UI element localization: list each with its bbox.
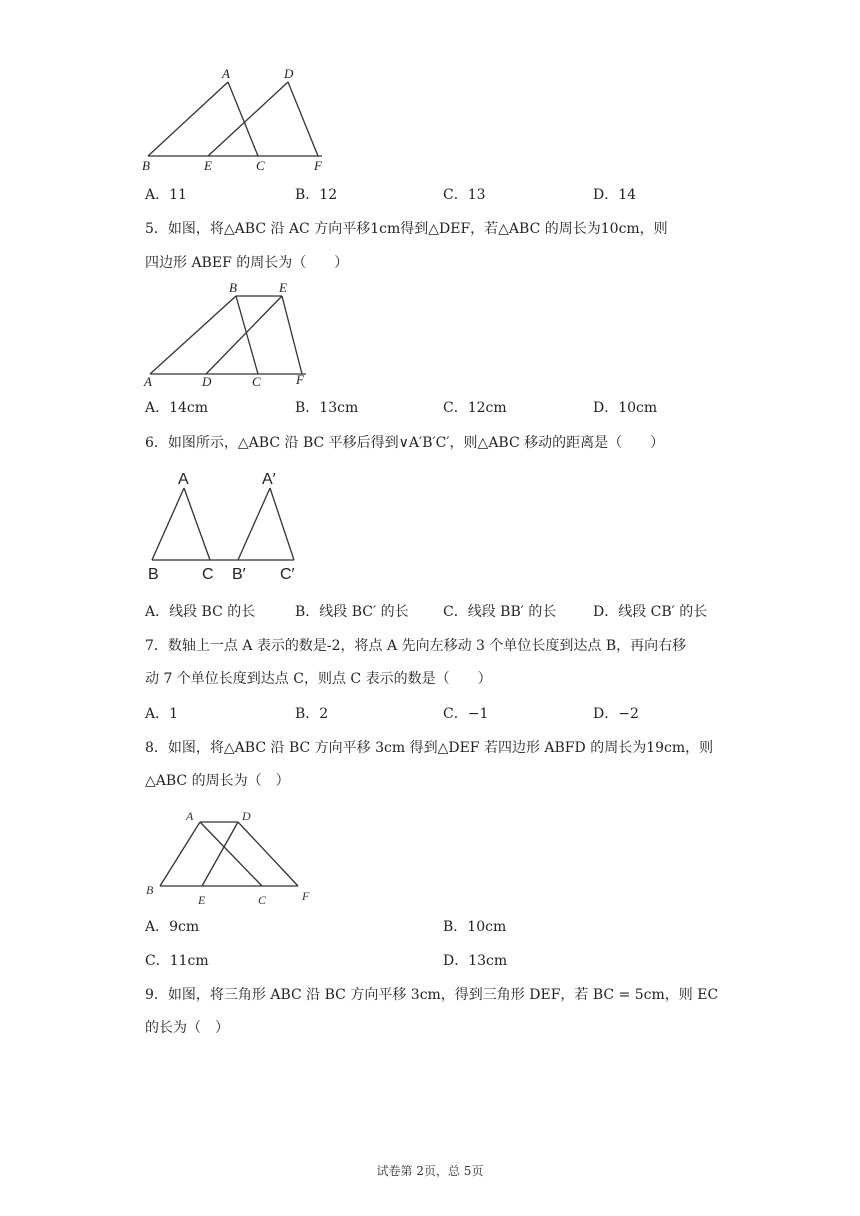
line-ED bbox=[208, 82, 288, 156]
label-C: C bbox=[256, 158, 265, 173]
line-B2A2 bbox=[238, 488, 270, 560]
q5-option-d[interactable]: D．10cm bbox=[593, 400, 658, 416]
label-C: C bbox=[202, 566, 214, 583]
q4-option-a[interactable]: A．11 bbox=[145, 187, 187, 203]
q6-option-d[interactable]: D．线段 CB′ 的长 bbox=[593, 604, 708, 620]
q4-option-c[interactable]: C．13 bbox=[443, 187, 486, 203]
q5-option-b[interactable]: B．13cm bbox=[295, 400, 359, 416]
label-D: D bbox=[284, 66, 294, 81]
q5-option-a[interactable]: A．14cm bbox=[145, 400, 209, 416]
label-D: D bbox=[202, 374, 212, 389]
label-C: C bbox=[252, 374, 261, 389]
figure-q5 bbox=[140, 278, 330, 390]
line-AC bbox=[200, 822, 262, 886]
q4-option-b[interactable]: B．12 bbox=[295, 187, 338, 203]
q7-option-c[interactable]: C．−1 bbox=[443, 706, 489, 722]
label-B: B bbox=[146, 883, 154, 897]
q8-option-c[interactable]: C．11cm bbox=[145, 953, 209, 969]
q6-text: 6．如图所示，△ABC 沿 BC 平移后得到∨A′B′C′，则△ABC 移动的距离是（ ） bbox=[145, 435, 665, 451]
line-BC bbox=[236, 296, 258, 374]
label-A-prime: A′ bbox=[262, 471, 276, 488]
q8-text-line1: 8．如图，将△ABC 沿 BC 方向平移 3cm 得到△DEF 若四边形 ABFD 的周长为19cm，则 bbox=[145, 740, 714, 756]
label-C: C bbox=[258, 893, 267, 907]
label-A: A bbox=[186, 809, 194, 823]
label-C-prime: C′ bbox=[280, 566, 295, 583]
line-DE bbox=[202, 822, 238, 886]
line-EF bbox=[282, 296, 302, 374]
line-BA bbox=[160, 822, 200, 886]
q9-text-line1: 9．如图，将三角形 ABC 沿 BC 方向平移 3cm，得到三角形 DEF，若 BC = 5cm，则 EC bbox=[145, 987, 719, 1003]
q8-option-b[interactable]: B．10cm bbox=[443, 919, 507, 935]
label-A: A bbox=[144, 374, 152, 389]
figure-q4 bbox=[140, 62, 340, 178]
q6-option-a[interactable]: A．线段 BC 的长 bbox=[145, 604, 256, 620]
q7-text-line1: 7．数轴上一点 A 表示的数是-2，将点 A 先向左移动 3 个单位长度到达点 B，再向右移 bbox=[145, 638, 687, 654]
q8-option-a[interactable]: A．9cm bbox=[145, 919, 200, 935]
line-BA bbox=[148, 82, 228, 156]
q7-option-d[interactable]: D．−2 bbox=[593, 706, 639, 722]
q5-option-c[interactable]: C．12cm bbox=[443, 400, 507, 416]
label-A: A bbox=[222, 66, 230, 81]
label-F: F bbox=[302, 889, 310, 903]
page-footer: 试卷第 2页，总 5页 bbox=[376, 1164, 484, 1178]
label-E: E bbox=[204, 158, 212, 173]
q8-text-line2: △ABC 的周长为（ ） bbox=[145, 773, 290, 789]
label-F: F bbox=[314, 158, 322, 173]
figure-q6 bbox=[140, 466, 320, 586]
q4-option-d[interactable]: D．14 bbox=[593, 187, 637, 203]
line-AC bbox=[228, 82, 258, 156]
label-E: E bbox=[198, 893, 206, 907]
q5-text-line1: 5．如图，将△ABC 沿 AC 方向平移1cm得到△DEF，若△ABC 的周长为10cm，则 bbox=[145, 221, 668, 237]
q7-text-line2: 动 7 个单位长度到达点 C，则点 C 表示的数是（ ） bbox=[145, 671, 492, 687]
q9-text-line2: 的长为（ ） bbox=[145, 1020, 229, 1036]
q5-text-line2: 四边形 ABEF 的周长为（ ） bbox=[145, 255, 349, 271]
line-BA bbox=[152, 488, 184, 560]
q7-option-b[interactable]: B．2 bbox=[295, 706, 329, 722]
label-E: E bbox=[279, 280, 287, 295]
label-B: B bbox=[148, 566, 159, 583]
label-B: B bbox=[229, 280, 237, 295]
figure-q8 bbox=[140, 806, 330, 910]
line-AC bbox=[184, 488, 210, 560]
label-F: F bbox=[296, 372, 304, 387]
line-A2C2 bbox=[270, 488, 294, 560]
label-B: B bbox=[142, 158, 150, 173]
line-ED bbox=[206, 296, 282, 374]
q8-option-d[interactable]: D．13cm bbox=[443, 953, 508, 969]
label-D: D bbox=[242, 809, 251, 823]
line-DF bbox=[238, 822, 298, 886]
label-A: A bbox=[178, 471, 189, 488]
label-B-prime: B′ bbox=[232, 566, 246, 583]
q7-option-a[interactable]: A．1 bbox=[145, 706, 179, 722]
q6-option-c[interactable]: C．线段 BB′ 的长 bbox=[443, 604, 557, 620]
q6-option-b[interactable]: B．线段 BC′ 的长 bbox=[295, 604, 409, 620]
line-AB bbox=[150, 296, 236, 374]
line-DF bbox=[288, 82, 318, 156]
